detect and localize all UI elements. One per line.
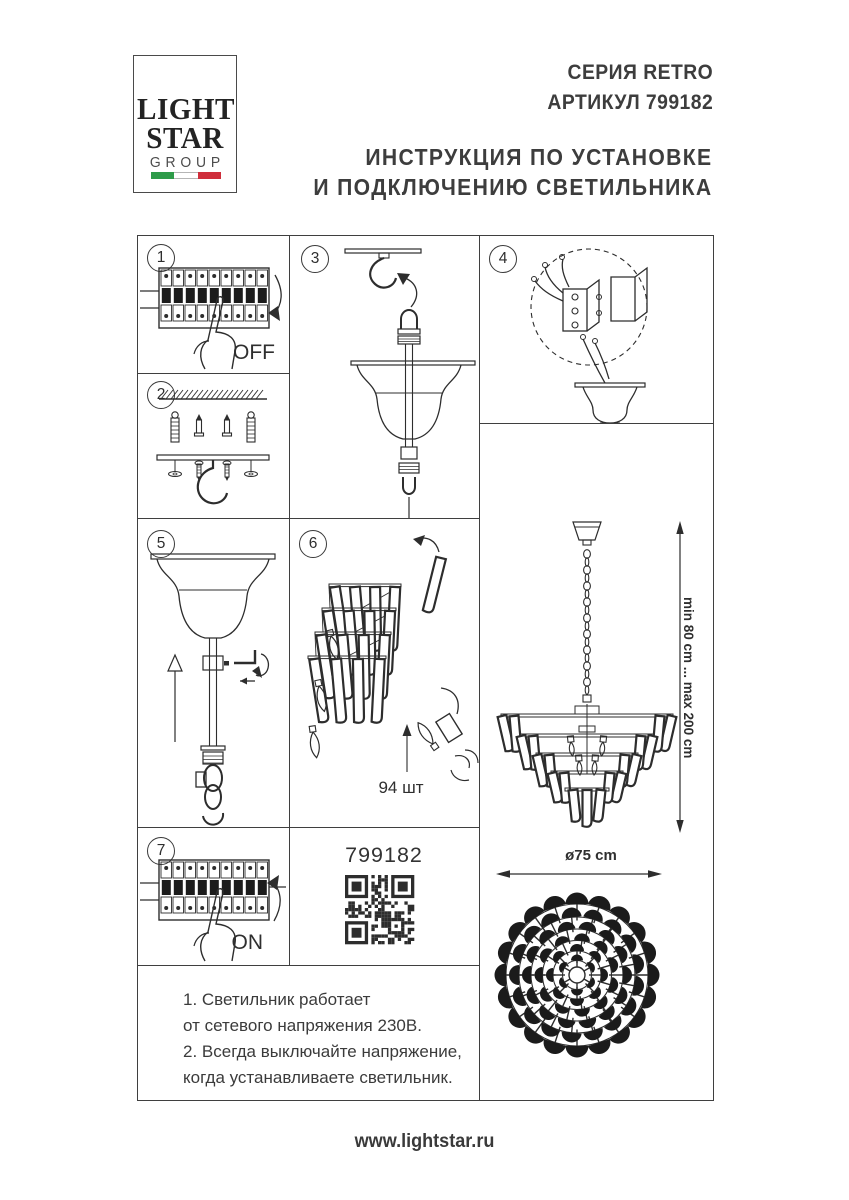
diameter-arrow [493, 867, 665, 881]
series-label: СЕРИЯ RETRO [567, 60, 713, 84]
step-3-cell [289, 235, 479, 518]
note-line: от сетевого напряжения 230В. [183, 1016, 422, 1035]
dimensions-cell [479, 423, 713, 1100]
pendant-count-label: 94 шт [378, 778, 424, 797]
step-5-cell [137, 518, 289, 827]
ceiling-anchors-drawing [137, 373, 289, 518]
qr-code [345, 875, 417, 947]
step-7-cell [137, 827, 289, 965]
step-6-cell [289, 518, 479, 827]
chandelier-side-view-drawing [487, 518, 687, 838]
title-line-2: И ПОДКЛЮЧЕНИЮ СВЕТИЛЬНИКА [313, 174, 713, 200]
note-line: 1. Светильник работает [183, 990, 371, 1009]
wiring-terminal-drawing [479, 235, 713, 423]
breaker-on-drawing [137, 827, 289, 965]
step-number-badge: 6 [299, 530, 327, 558]
instruction-title [314, 142, 713, 202]
height-range-label: min 80 cm ... max 200 cm [681, 597, 696, 759]
qr-cell [289, 827, 479, 965]
step-number-badge: 1 [147, 244, 175, 272]
step-number-badge: 2 [147, 381, 175, 409]
series-article-block [547, 57, 713, 117]
step-2-cell [137, 373, 289, 518]
safety-notes-cell [137, 965, 479, 1100]
step-number-badge: 5 [147, 530, 175, 558]
on-label: ON [231, 931, 263, 954]
logo-word-group: GROUP [149, 155, 225, 171]
italian-flag-icon [151, 172, 221, 179]
website-url: www.lightstar.ru [354, 1131, 495, 1152]
hook-hanging-drawing [289, 235, 479, 518]
step-number-badge: 4 [489, 245, 517, 273]
safety-notes [183, 987, 462, 1091]
chandelier-top-view-drawing [485, 883, 669, 1067]
logo-word-star: STAR [146, 120, 224, 155]
article-label: АРТИКУЛ 799182 [547, 90, 713, 114]
off-label: OFF [233, 341, 275, 364]
logo-word-light: LIGHT [137, 91, 235, 126]
title-line-1: ИНСТРУКЦИЯ ПО УСТАНОВКЕ [365, 144, 713, 170]
lightstar-logo [133, 55, 237, 193]
note-line: когда устанавливаете светильник. [183, 1068, 453, 1087]
step-1-cell [137, 235, 289, 373]
diameter-label: ø75 cm [565, 847, 617, 864]
step-4-cell [479, 235, 713, 423]
article-number: 799182 [345, 843, 423, 867]
step-number-badge: 7 [147, 837, 175, 865]
step-number-badge: 3 [301, 245, 329, 273]
canopy-rod-drawing [137, 518, 289, 827]
note-line: 2. Всегда выключайте напряжение, [183, 1042, 462, 1061]
